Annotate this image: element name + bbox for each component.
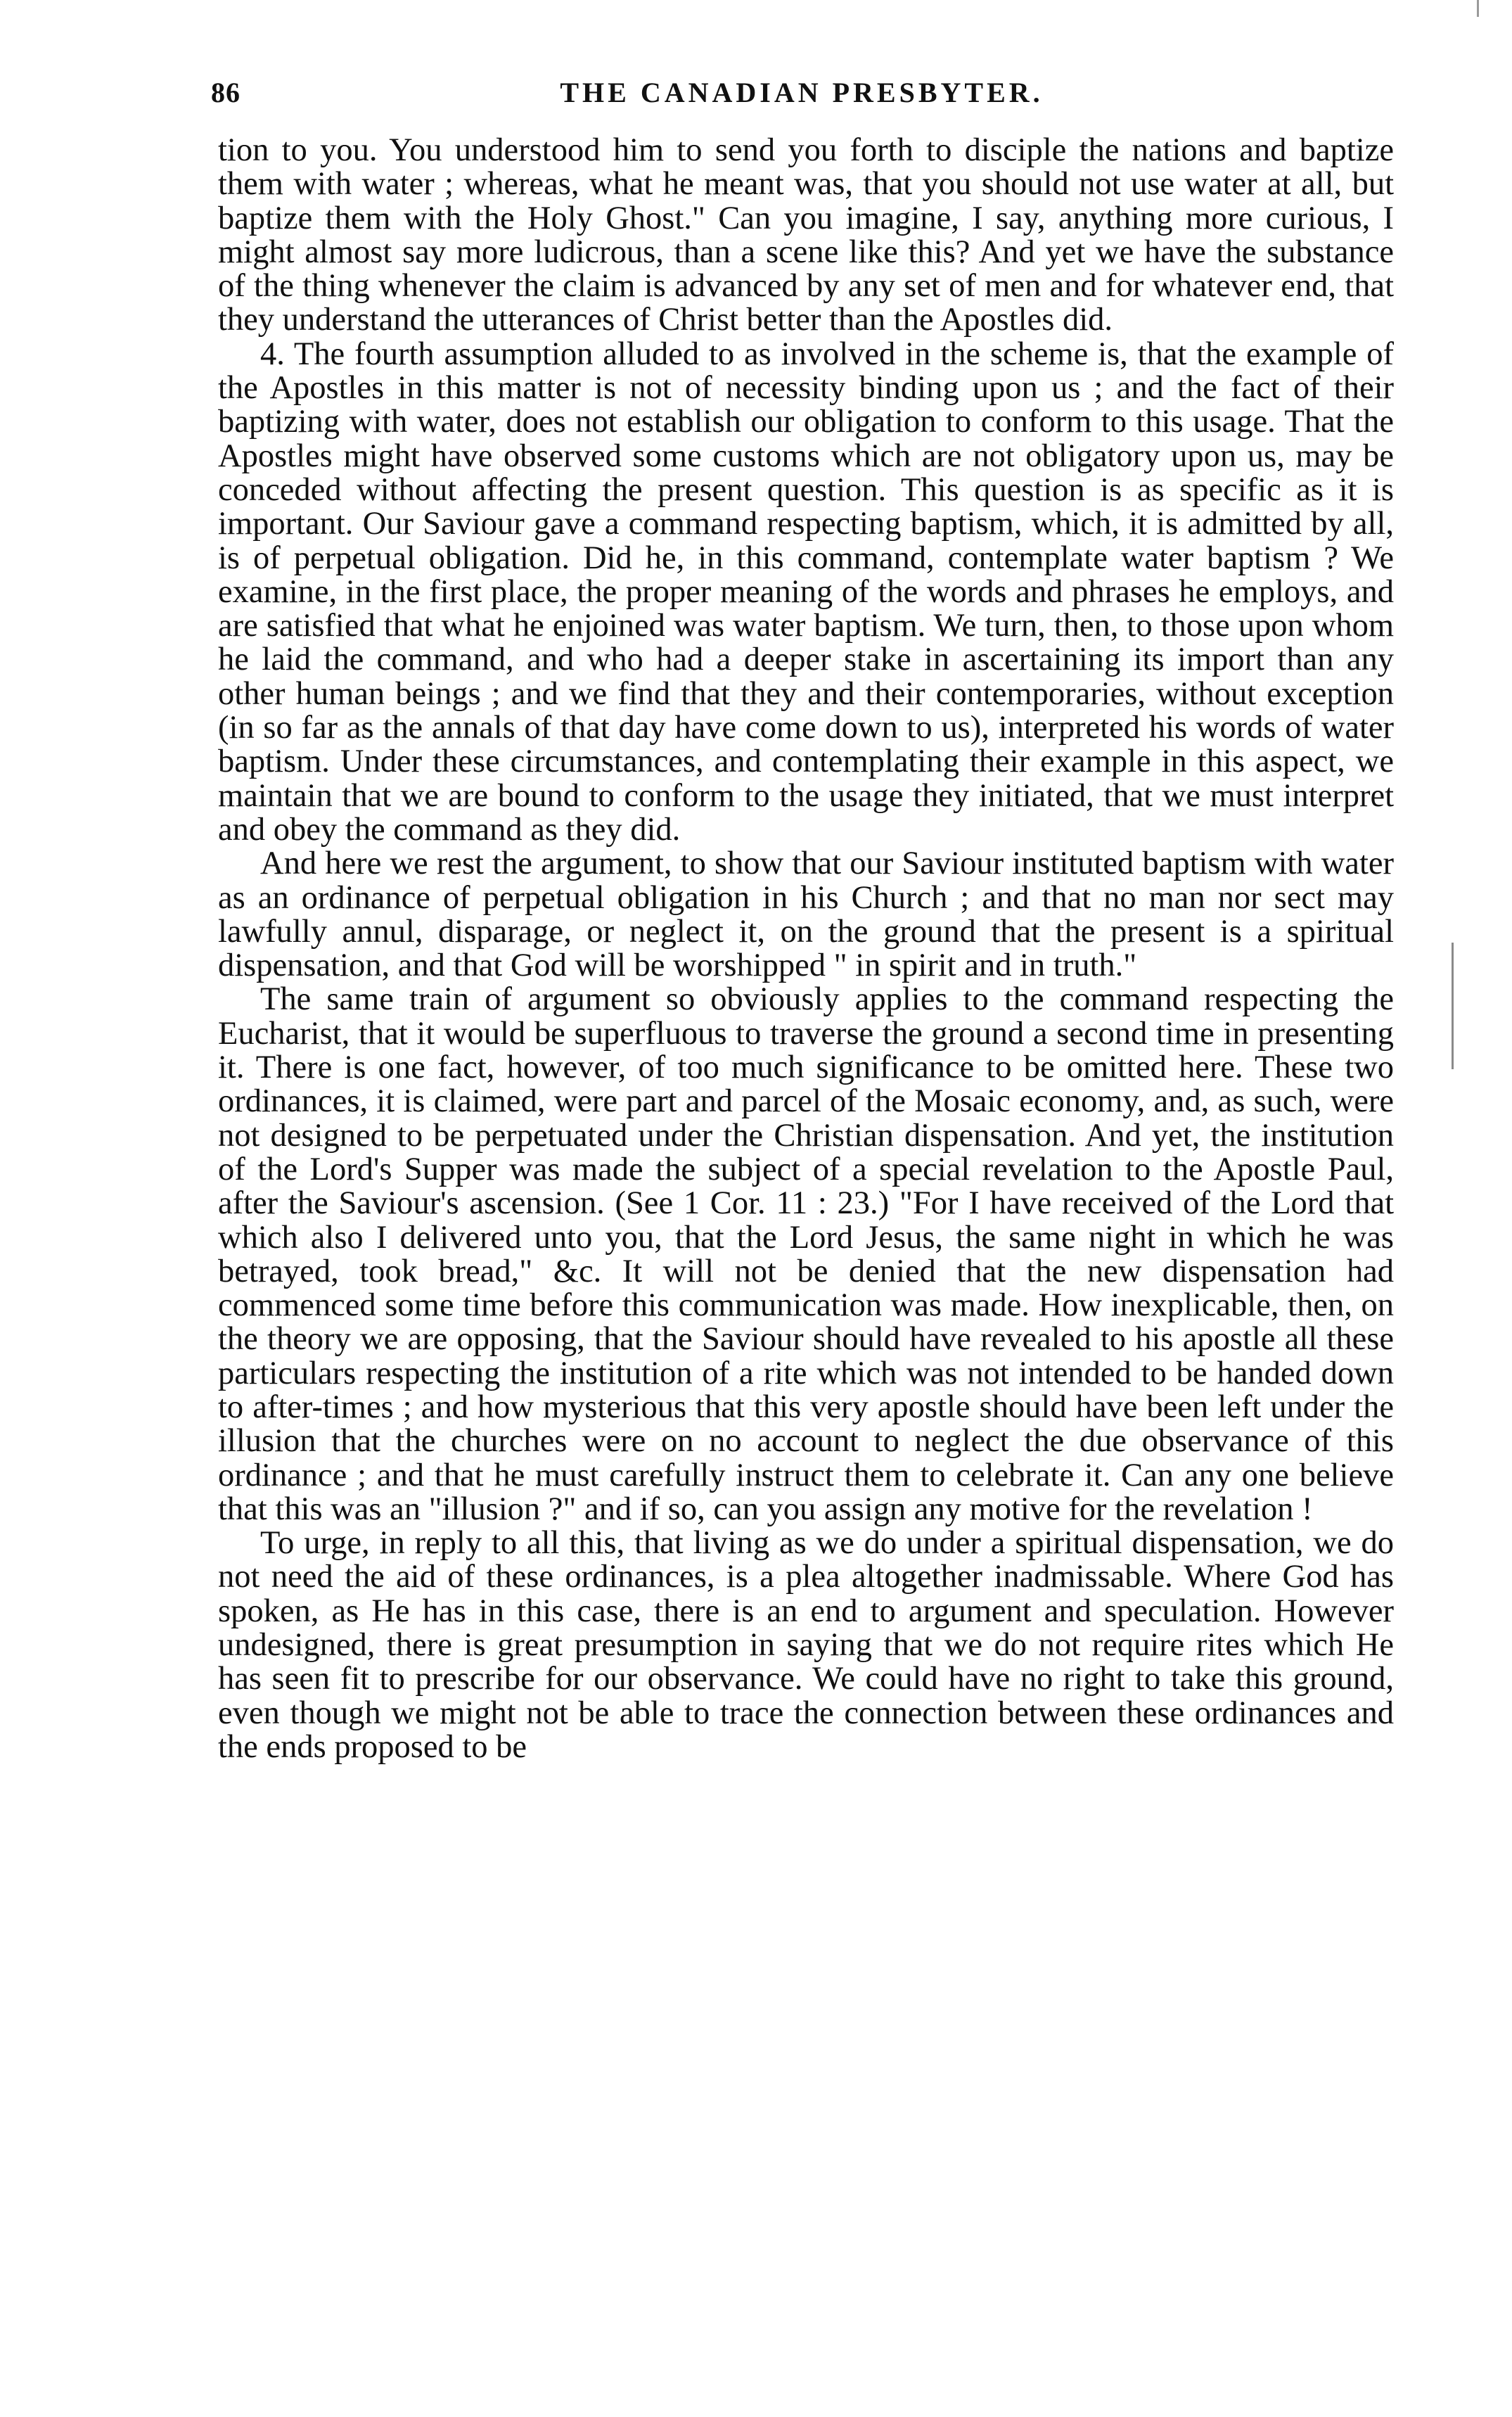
paragraph-fourth-assumption: 4. The fourth assumption alluded to as involved in the scheme is, that the example of the Apostles in this matter is not of necessity binding upon us ; and the fact of their baptizing with water, does not establish our obligation to conform to this usage. That the Apostles might have observed some customs which are not obligatory upon us, may be conceded without affecting the present question. This question is as specific as it is important. Our Saviour gave a command respecting baptism, which, it is admitted by all, is of perpetual obligation. Did he, in this command, contemplate water baptism ? We examine, in the first place, the proper meaning of the words and phrases he employs, and are satisfied that what he enjoined was water baptism. We turn, then, to those upon whom he laid the command, and who had a deeper stake in ascertaining its import than any other human beings ; and we find that they and their contemporaries, without exception (in so far as the annals of that day have come down to us), interpreted his words of water baptism. Under these circumstances, and contemplating their example in this aspect, we maintain that we are bound to conform to the usage they initiated, that we must interpret and obey the command as they did. bbox=[218, 336, 1394, 848]
page-number: 86 bbox=[211, 77, 241, 108]
margin-line bbox=[1452, 943, 1454, 1069]
body-text bbox=[218, 134, 1394, 1764]
paragraph-spiritual-dispensation: To urge, in reply to all this, that living as we do under a spiritual dispensation, we do not need the aid of these ordinances, is a plea altogether inadmissable. Where God has spoken, as He has in this case, there is an end to argument and speculation. However undesigned, there is great presumption in saying that we do not require rites which He has seen fit to prescribe for our observance. We could have no right to take this ground, even though we might not be able to trace the connection between these ordinances and the ends proposed to be bbox=[218, 1525, 1394, 1765]
scan-edge-mark bbox=[1477, 0, 1479, 17]
running-title: THE CANADIAN PRESBYTER. bbox=[560, 77, 1044, 108]
paragraph-continued: tion to you. You understood him to send you forth to disciple the nations and baptize them with water ; whereas, what he meant was, that you should not use water at all, but baptize them with the Holy Ghost." Can you imagine, I say, anything more curious, I might almost say more ludicrous, than a scene like this? And yet we have the substance of the thing whenever the claim is advanced by any set of men and for whatever end, that they understand the utterances of Christ better than the Apostles did. bbox=[218, 132, 1394, 338]
paragraph-eucharist: The same train of argument so obviously applies to the command respecting the Eucharist, that it would be superfluous to traverse the ground a second time in presenting it. There is one fact, however, of too much significance to be omitted here. These two ordinances, it is claimed, were part and parcel of the Mosaic economy, and, as such, were not designed to be perpetuated under the Christian dispensation. And yet, the institution of the Lord's Supper was made the subject of a special revelation to the Apostle Paul, after the Saviour's ascension. (See 1 Cor. 11 : 23.) "For I have received of the Lord that which also I delivered unto you, that the Lord Jesus, the same night in which he was betrayed, took bread," &c. It will not be denied that the new dispensation had commenced some time before this communication was made. How inexplicable, then, on the theory we are opposing, that the Saviour should have revealed to his apostle all these particulars respecting the institution of a rite which was not intended to be handed down to after-times ; and how mysterious that this very apostle should have been left under the illusion that the churches were on no account to neglect the due observance of this ordinance ; and that he must carefully instruct them to celebrate it. Can any one believe that this was an "illusion ?" and if so, can you assign any motive for the revelation ! bbox=[218, 981, 1394, 1527]
paragraph-argument-conclusion: And here we rest the argument, to show that our Saviour instituted baptism with water as an ordinance of perpetual obligation in his Church ; and that no man nor sect may lawfully annul, disparage, or neglect it, on the ground that the present is a spiritual dispensation, and that God will be worshipped " in spirit and in truth." bbox=[218, 846, 1394, 984]
page-header bbox=[211, 76, 1392, 118]
